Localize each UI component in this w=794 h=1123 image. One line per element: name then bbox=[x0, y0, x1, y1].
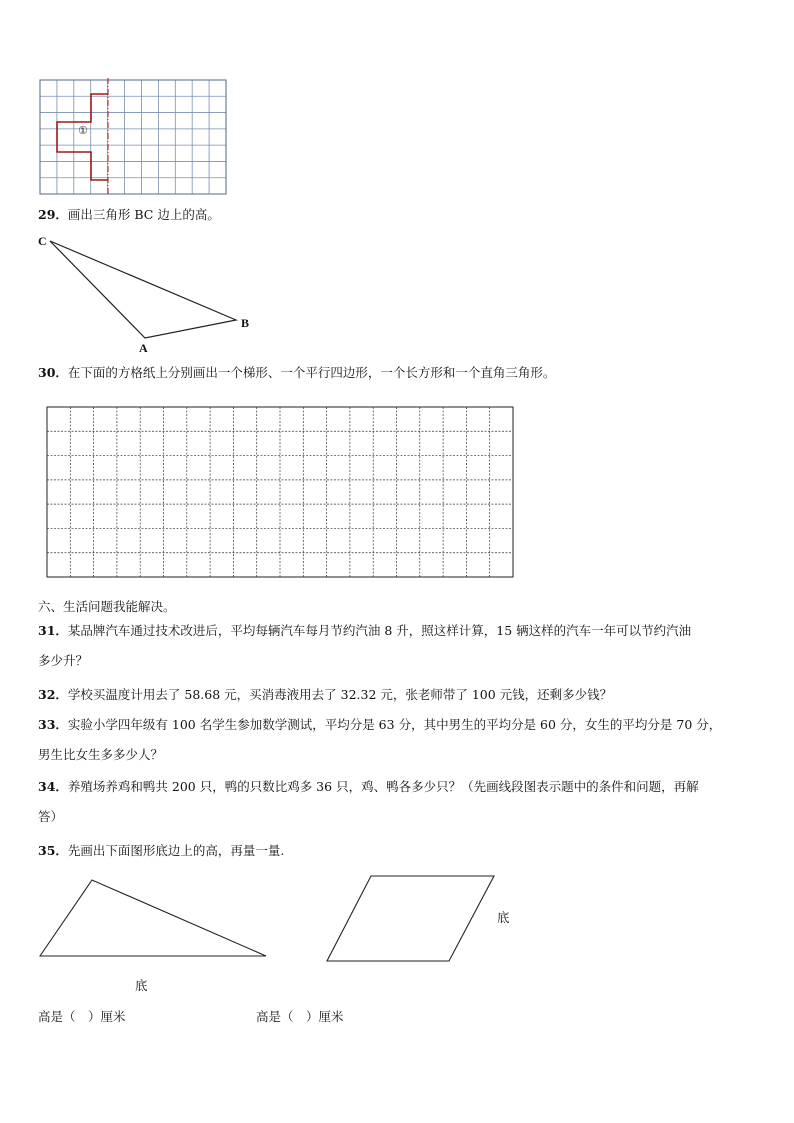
question-text: 画出三角形 BC 边上的高。 bbox=[67, 207, 220, 222]
vertex-c-label: C bbox=[38, 234, 47, 248]
question-number: 33． bbox=[38, 717, 68, 732]
section-six-heading: 六、生活问题我能解决。 bbox=[38, 599, 176, 614]
triangle-base-label: 底 bbox=[135, 978, 148, 993]
question-text-line1: 养殖场养鸡和鸭共 200 只，鸭的只数比鸡多 36 只，鸡、鸭各多少只？（先画线段图表示题中的条件和问题，再解 bbox=[67, 779, 699, 794]
region-label: ① bbox=[78, 124, 88, 137]
question-text-line1: 实验小学四年级有 100 名学生参加数学测试，平均分是 63 分，其中男生的平均分是 60 分，女生的平均分是 70 分， bbox=[67, 717, 722, 732]
question-number: 30． bbox=[38, 365, 68, 380]
question-34-line2: 答） bbox=[38, 809, 64, 824]
question-number: 31． bbox=[38, 623, 68, 638]
vertex-a-label: A bbox=[139, 341, 148, 355]
parallelogram-base-label: 底 bbox=[497, 910, 510, 925]
question-33-line2: 男生比女生多多少人？ bbox=[38, 747, 164, 762]
question-number: 34． bbox=[38, 779, 68, 794]
question-text-line1: 某品牌汽车通过技术改进后，平均每辆汽车每月节约汽油 8 升，照这样计算，15 辆这样的汽车一年可以节约汽油 bbox=[67, 623, 692, 638]
question-text: 学校买温度计用去了 58.68 元，买消毒液用去了 32.32 元，张老师带了 100 元钱，还剩多少钱？ bbox=[67, 687, 613, 702]
triangle-height-answer[interactable]: 高是（ ）厘米 bbox=[38, 1009, 126, 1024]
parallelogram-height-answer[interactable]: 高是（ ）厘米 bbox=[256, 1009, 344, 1024]
question-number: 29． bbox=[38, 207, 68, 222]
obtuse-triangle bbox=[40, 880, 266, 956]
question-number: 35． bbox=[38, 843, 68, 858]
question-text: 先画出下面图形底边上的高，再量一量. bbox=[67, 843, 285, 858]
parallelogram bbox=[327, 876, 494, 961]
question-text: 在下面的方格纸上分别画出一个梯形、一个平行四边形，一个长方形和一个直角三角形。 bbox=[67, 365, 556, 380]
question-number: 32． bbox=[38, 687, 68, 702]
question-31-line2: 多少升？ bbox=[38, 653, 89, 668]
vertex-b-label: B bbox=[241, 316, 250, 330]
